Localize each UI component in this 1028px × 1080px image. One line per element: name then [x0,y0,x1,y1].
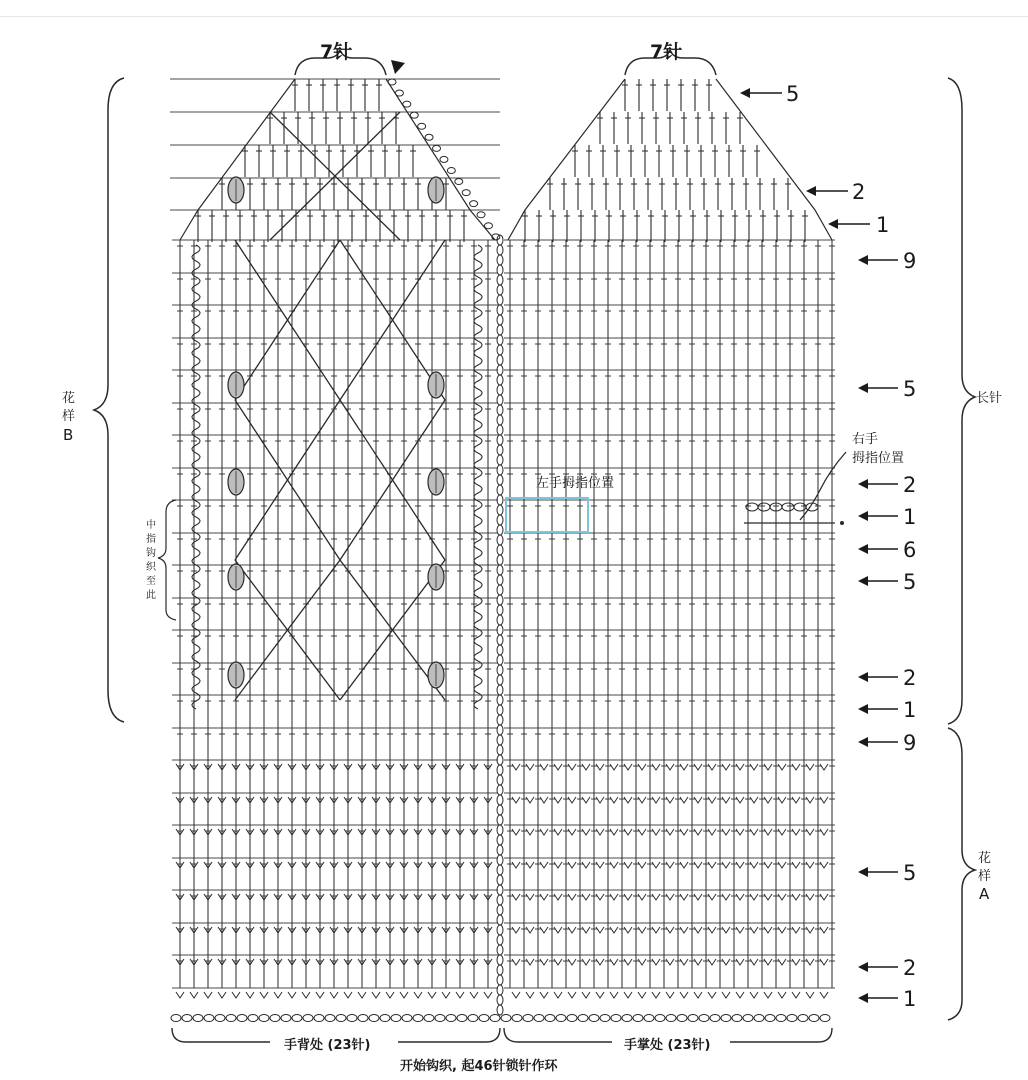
svg-text:9: 9 [903,249,917,273]
long-stitch-label: 长针 [976,391,1003,406]
pattern-b-char-2: 样 [62,409,76,424]
row-marker [858,861,916,885]
row-marker [858,666,916,690]
row-marker [858,473,916,497]
right-brace-long [948,78,975,724]
row-marker [858,987,916,1011]
middle-finger-char-4: 织 [146,562,156,573]
svg-text:5: 5 [903,570,917,594]
svg-text:1: 1 [903,698,917,722]
top-left-count: 7针 [320,41,353,63]
svg-text:2: 2 [903,666,917,690]
row-marker [858,731,916,755]
middle-finger-char-6: 此 [146,590,156,601]
svg-text:1: 1 [903,987,917,1011]
stitch-grid [170,79,835,1022]
middle-finger-char-2: 指 [146,534,156,545]
row-marker [828,213,889,237]
middle-finger-char-5: 至 [146,576,156,587]
row-markers [740,82,916,1011]
left-thumb-box [506,498,588,532]
bottom-left-label: 手背处 (23针) [284,1038,371,1053]
right-brace-pattern-a [948,728,975,1020]
left-brace-pattern-b [94,78,124,722]
svg-text:5: 5 [903,861,917,885]
svg-text:5: 5 [903,377,917,401]
start-instruction: 开始钩织, 起46针锁针作环 [400,1059,558,1074]
pattern-b-char-1: 花 [62,391,76,406]
pattern-a-char-2: 样 [978,869,992,884]
row-marker [740,82,799,106]
svg-text:5: 5 [786,82,800,106]
svg-text:2: 2 [903,473,917,497]
middle-finger-char-1: 中 [146,520,156,531]
pattern-b-char-3: B [63,426,74,444]
middle-finger-char-3: 钩 [146,548,156,559]
pattern-a-char-3: A [979,885,990,903]
top-right-count: 7针 [650,41,683,63]
svg-text:9: 9 [903,731,917,755]
start-marker-icon [391,60,405,74]
svg-text:1: 1 [903,505,917,529]
row-marker [858,538,916,562]
left-small-brace [158,500,176,620]
svg-text:2: 2 [852,180,866,204]
svg-text:1: 1 [876,213,890,237]
row-marker [858,570,916,594]
row-marker [858,698,916,722]
row-marker [858,505,916,529]
row-marker [858,249,916,273]
svg-text:2: 2 [903,956,917,980]
row-marker [858,956,916,980]
pattern-a-char-1: 花 [978,851,992,866]
bottom-right-label: 手掌处 (23针) [624,1038,711,1053]
row-marker [806,180,865,204]
right-thumb-label-2: 拇指位置 [852,451,905,466]
row-marker [858,377,916,401]
right-thumb-label-1: 右手 [852,432,879,447]
svg-text:6: 6 [903,538,917,562]
left-thumb-label: 左手拇指位置 [536,476,615,491]
